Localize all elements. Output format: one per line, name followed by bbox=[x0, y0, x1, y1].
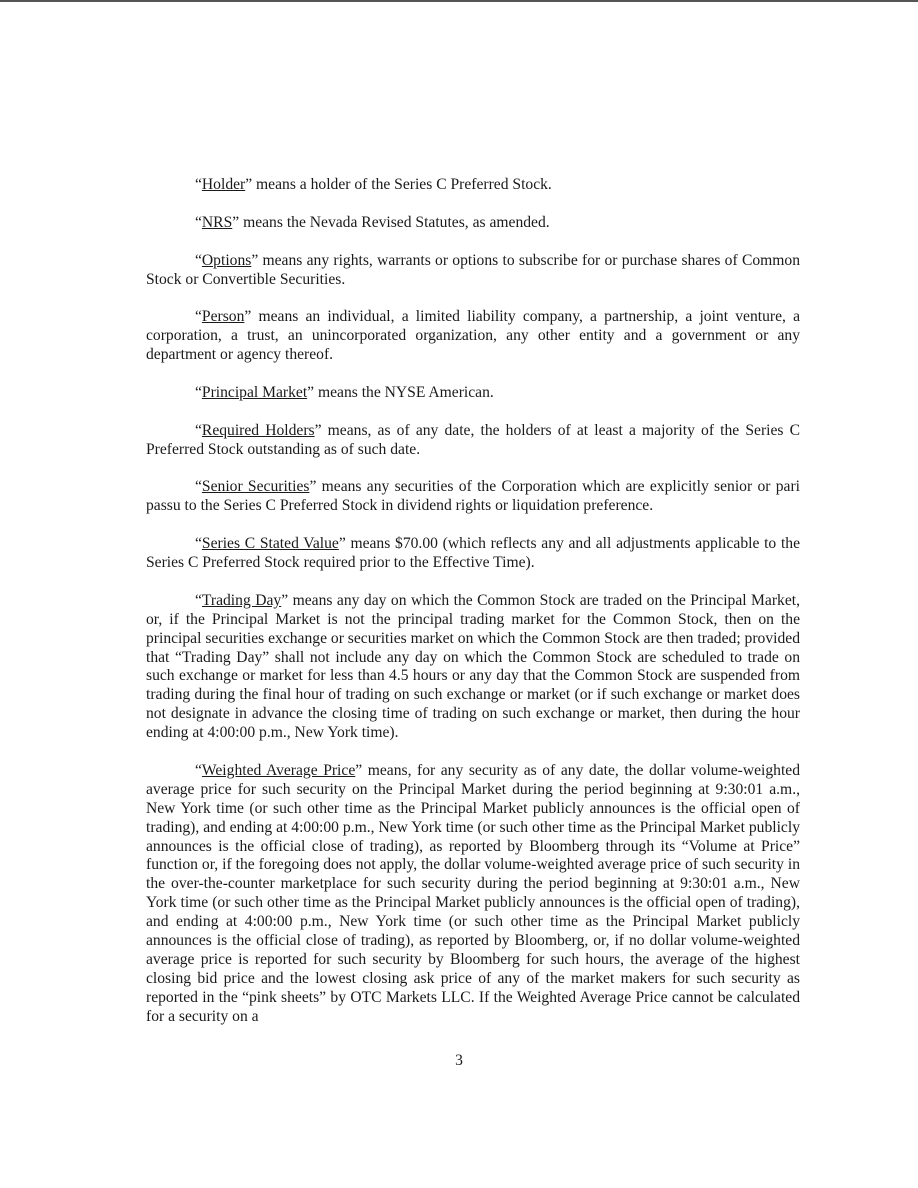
definition-text: means, for any security as of any date, the dollar volume-weighted average price for such security on the Principal Market during the period beginning at 9:30:01 a.m., New York time (or such other time as the Principal Market publicly announces is the official open of trading), and ending at 4:00:00 p.m., New York time (or such other time as the Principal Market publicly announces is the official close of trading), as reported by Bloomberg through its “Volume at Price” function or, if the foregoing does not apply, the dollar volume-weighted average price of such security in the over-the-counter marketplace for such security during the period beginning at 9:30:01 a.m., New York time (or such other time as the Principal Market publicly announces is the official open of trading), and ending at 4:00:00 p.m., New York time (or such other time as the Principal Market publicly announces is the official close of trading), as reported by Bloomberg, or, if no dollar volume-weighted average price is reported for such security by Bloomberg for such hours, the average of the highest closing bid price and the lowest closing ask price of any of the market makers for such security as reported in the “pink sheets” by OTC Markets LLC. If the Weighted Average Price cannot be calculated for a security on a bbox=[146, 761, 801, 1025]
definition-text: means, as of any date, the holders of at least a majority of the Series C Preferred Stock outstanding as of such date. bbox=[146, 421, 800, 458]
definition-series-c-stated-value: “Series C Stated Value” means $70.00 (which reflects any and all adjustments applicable to the Series C Preferred Stock required prior to the Effective Time). bbox=[146, 535, 800, 572]
defined-term: Principal Market bbox=[201, 383, 308, 401]
definition-required-holders: “Required Holders” means, as of any date, the holders of at least a majority of the Series C Preferred Stock outstanding as of such date. bbox=[146, 421, 800, 458]
definition-text: means an individual, a limited liability company, a partnership, a joint venture, a corporation, a trust, an unincorporated organization, any other entity and a government or any department or agency thereof. bbox=[146, 308, 800, 364]
definition-text: means any securities of the Corporation which are explicitly senior or pari passu to the Series C Preferred Stock in dividend rights or liquidation preference. bbox=[146, 478, 800, 515]
definition-text: means the Nevada Revised Statutes, as amended. bbox=[239, 213, 550, 231]
page-edge bbox=[0, 0, 918, 2]
definition-options: “Options” means any rights, warrants or options to subscribe for or purchase shares of Common Stock or Convertible Securities. bbox=[146, 251, 800, 288]
defined-term: Person bbox=[201, 308, 245, 326]
definition-text: means any rights, warrants or options to subscribe for or purchase shares of Common Stock or Convertible Securities. bbox=[146, 251, 800, 288]
definition-holder: “Holder” means a holder of the Series C Preferred Stock. bbox=[195, 176, 552, 193]
defined-term: Trading Day bbox=[201, 591, 282, 609]
defined-term: Senior Securities bbox=[201, 478, 310, 496]
defined-term: Weighted Average Price bbox=[201, 761, 356, 779]
definition-text: means a holder of the Series C Preferred Stock. bbox=[252, 176, 552, 193]
definition-text: means $70.00 (which reflects any and all adjustments applicable to the Series C Preferred Stock required prior to the Effective Time). bbox=[146, 535, 800, 572]
defined-term: NRS bbox=[201, 213, 233, 231]
definition-text: means the NYSE American. bbox=[314, 383, 494, 401]
defined-term: Options bbox=[201, 251, 252, 269]
definition-weighted-average-price: “Weighted Average Price” means, for any security as of any date, the dollar volume-weighted average price for such security on the Principal Market during the period beginning at 9:30:01 a.m., New York time (or such other time as the Principal Market publicly announces is the official open of trading), and ending at 4:00:00 p.m., New York time (or such other time as the Principal Market publicly announces is the official close of trading), as reported by Bloomberg through its “Volume at Price” function or, if the foregoing does not apply, the dollar volume-weighted average price of such security in the over-the-counter marketplace for such security during the period beginning at 9:30:01 a.m., New York time (or such other time as the Principal Market publicly announces is the official open of trading), and ending at 4:00:00 p.m., New York time (or such other time as the Principal Market publicly announces is the official close of trading), as reported by Bloomberg, or, if no dollar volume-weighted average price is reported for such security by Bloomberg for such hours, the average of the highest closing bid price and the lowest closing ask price of any of the market makers for such security as reported in the “pink sheets” by OTC Markets LLC. If the Weighted Average Price cannot be calculated for a security on a bbox=[146, 761, 801, 1025]
definition-senior-securities: “Senior Securities” means any securities of the Corporation which are explicitly senior or pari passu to the Series C Preferred Stock in dividend rights or liquidation preference. bbox=[146, 478, 800, 515]
definition-text: means any day on which the Common Stock are traded on the Principal Market, or, if the Principal Market is not the principal trading market for the Common Stock, then on the principal securities exchange or securities market on which the Common Stock are then traded; provided that “Trading Day” shall not include any day on which the Common Stock are scheduled to trade on such exchange or market for less than 4.5 hours or any day that the Common Stock are suspended from trading during the final hour of trading on such exchange or market (or if such exchange or market does not designate in advance the closing time of trading on such exchange or market, then during the hour ending at 4:00:00 p.m., New York time). bbox=[146, 591, 800, 742]
document-body bbox=[146, 176, 800, 1046]
definition-nrs: “NRS” means the Nevada Revised Statutes, as amended. bbox=[195, 213, 550, 231]
defined-term: Required Holders bbox=[201, 421, 315, 439]
definition-trading-day: “Trading Day” means any day on which the Common Stock are traded on the Principal Market, or, if the Principal Market is not the principal trading market for the Common Stock, then on the principal securities exchange or securities market on which the Common Stock are then traded; provided that “Trading Day” shall not include any day on which the Common Stock are scheduled to trade on such exchange or market for less than 4.5 hours or any day that the Common Stock are suspended from trading during the final hour of trading on such exchange or market (or if such exchange or market does not designate in advance the closing time of trading on such exchange or market, then during the hour ending at 4:00:00 p.m., New York time). bbox=[146, 591, 800, 742]
defined-term: Holder bbox=[201, 176, 246, 193]
page-number: 3 bbox=[455, 1052, 463, 1069]
defined-term: Series C Stated Value bbox=[201, 535, 339, 553]
definition-person: “Person” means an individual, a limited liability company, a partnership, a joint venture, a corporation, a trust, an unincorporated organization, any other entity and a government or any department or agency thereof. bbox=[146, 308, 800, 364]
definition-principal-market: “Principal Market” means the NYSE American. bbox=[195, 383, 494, 401]
